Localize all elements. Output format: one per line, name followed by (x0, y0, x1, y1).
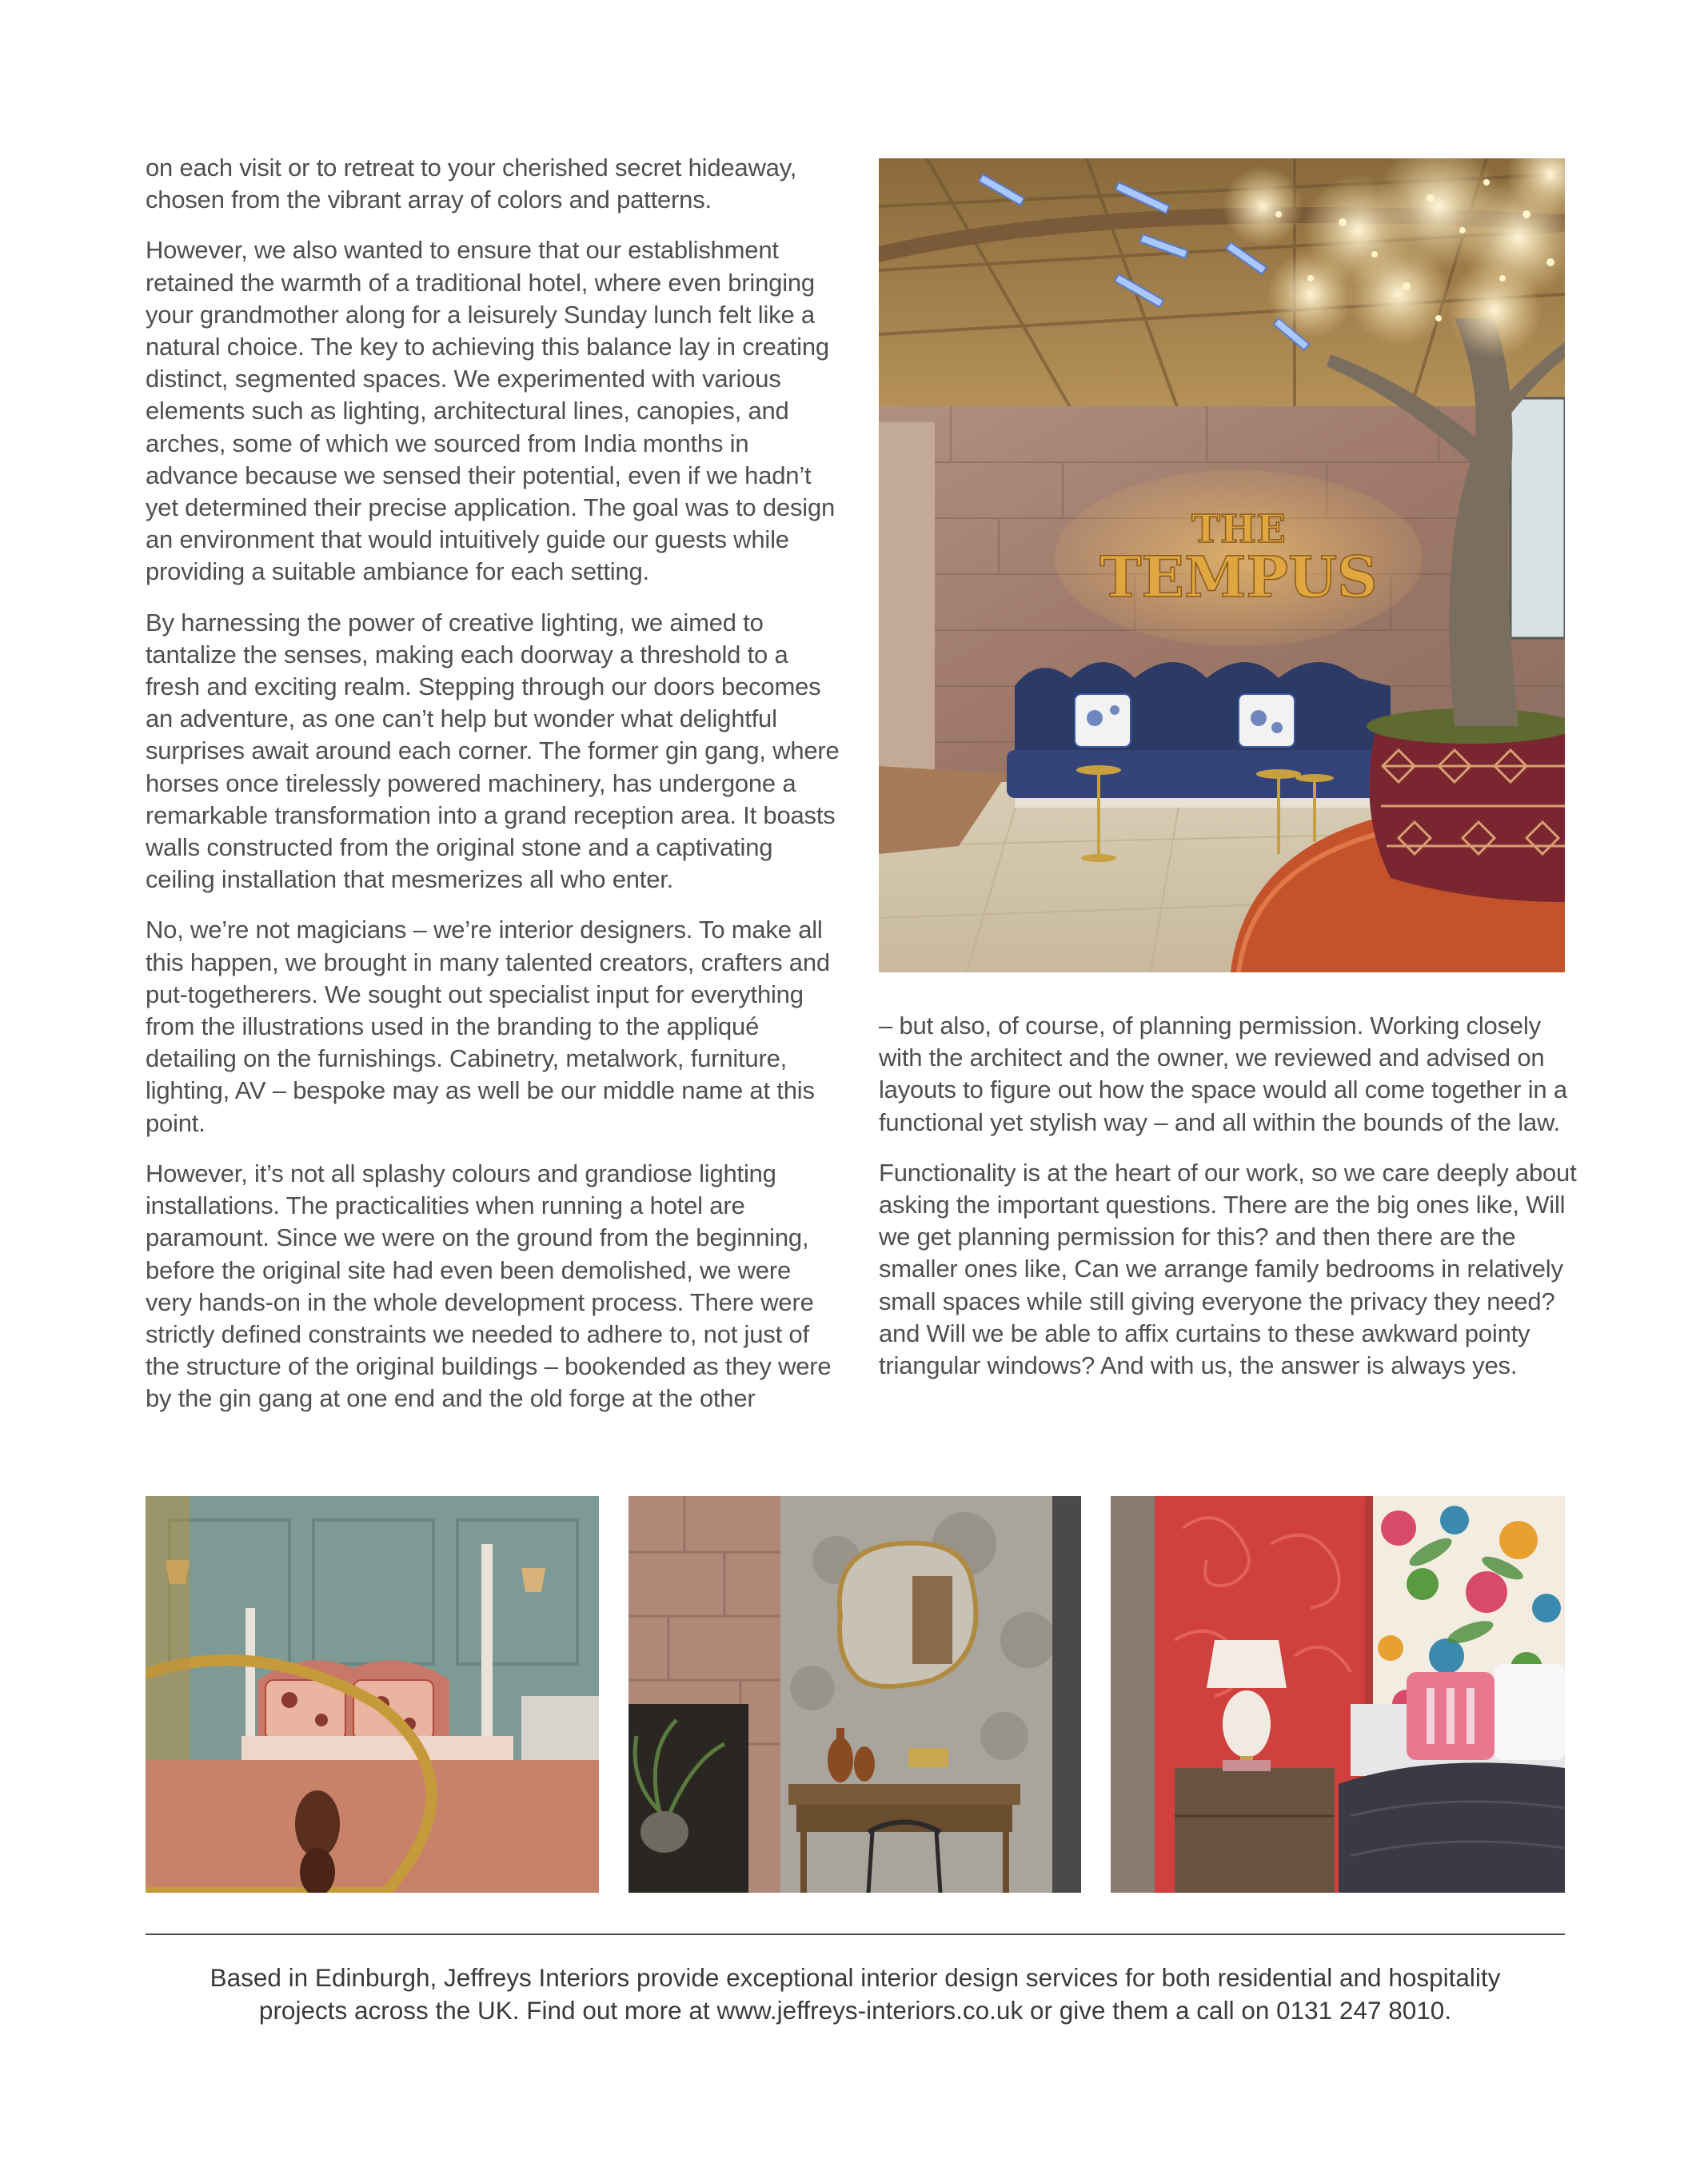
sign-line-2: TEMPUS (1099, 544, 1378, 610)
footer-line: Based in Edinburgh, Jeffreys Interiors provide exceptional interior design services for both residential and hospitality (210, 1963, 1501, 1992)
footer-line: projects across the UK. Find out more at www.jeffreys-interiors.co.uk or give them a call on 0131 247 8010. (258, 1995, 1452, 2025)
paragraph: – but also, of course, of planning permission. Working closely with the architect and the owner, we reviewed and advised on layouts to figure out how the space would all come together in a functional yet stylish way – and all within the bounds of the law. (879, 1012, 1567, 1136)
reception-photo (879, 158, 1565, 972)
paragraph: However, we also wanted to ensure that our establishment retained the warmth of a traditional hotel, where even bringing your grandmother along for a leisurely Sunday lunch felt like a natural choice. The key to achieving this balance lay in creating distinct, segmented spaces. We experimented with various elements such as lighting, architectural lines, canopies, and arches, some of which we sourced from India months in advance because we sensed their potential, even if we hadn’t yet determined their precise application. The goal was to design an environment that would intuitively guide our guests while providing a suitable ambiance for each setting. (146, 236, 836, 586)
paragraph: on each visit or to retreat to your cherished secret hideaway, chosen from the vibrant array of colors and patterns. (146, 154, 797, 214)
paragraph: By harnessing the power of creative lighting, we aimed to tantalize the senses, making each doorway a threshold to a fresh and exciting realm. Stepping through our doors becomes an adventure, as one can’t help but wonder what delightful surprises await around each corner. The former gin gang, where horses once tirelessly powered machinery, has undergone a remarkable transformation into a grand reception area. It boasts walls constructed from the original stone and a captivating ceiling installation that mesmerizes all who enter. (146, 608, 840, 894)
sign-line-1: THE (1191, 507, 1286, 552)
paragraph: However, it’s not all splashy colours and grandiose lighting installations. The practicalities when running a hotel are paramount. Since we were on the ground from the beginning, before the original site had even been demolished, we were very hands-on in the whole development process. There were strictly defined constraints we needed to adhere to, not just of the structure of the original buildings – bookended as they were by the gin gang at one end and the old forge at the other (146, 1159, 832, 1413)
footer-note (146, 1961, 1565, 2026)
article-right-column (879, 1010, 1582, 1400)
footer-divider (146, 1934, 1565, 1935)
paragraph: Functionality is at the heart of our work, so we care deeply about asking the important questions. There are the big ones like, Will we get planning permission for this? and then there are the smaller ones like, Can we arrange family bedrooms in relatively small spaces while still giving everyone the privacy they need? and Will we be able to affix curtains to these awkward pointy triangular windows? And with us, the answer is always yes. (879, 1158, 1577, 1380)
dressing-table-photo (629, 1496, 1081, 1893)
bedroom-photo-floral (1111, 1496, 1565, 1893)
bedroom-photo-teal (146, 1496, 599, 1893)
paragraph: No, we’re not magicians – we’re interior designers. To make all this happen, we brought in many talented creators, crafters and put-togetherers. We sought out specialist input for everything from the illustrations used in the branding to the appliqué detailing on the furnishings. Cabinetry, metalwork, furniture, lighting, AV – bespoke may as well be our middle name at this point. (146, 916, 830, 1137)
article-left-column (146, 152, 841, 1434)
